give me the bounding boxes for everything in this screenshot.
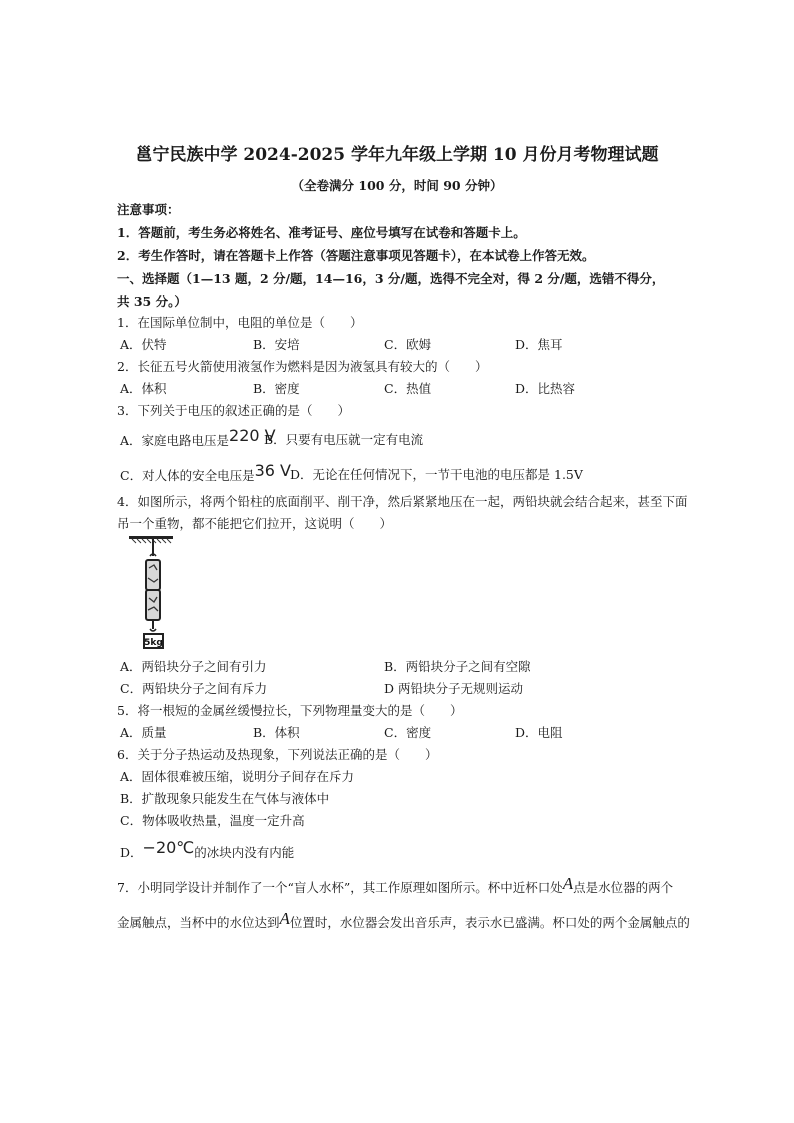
q6-option-c: C．物体吸收热量，温度一定升高 [120,813,305,828]
q5-stem: 5．将一根短的金属丝缓慢拉长，下列物理量变大的是（ ） [117,703,463,718]
q3-option-c-text: C．对人体的安全电压是 [120,468,255,483]
q3-option-a [120,426,276,449]
q5-option-a: A．质量 [120,725,167,740]
q7-line1-text: 7．小明同学设计并制作了一个“盲人水杯”，其工作原理如图所示。杯中近杯口处 [117,880,563,895]
notes-item-2: 2．考生作答时，请在答题卡上作答（答题注意事项见答题卡），在本试卷上作答无效。 [117,248,595,263]
q7-line2 [117,909,690,931]
q1-stem: 1．在国际单位制中，电阻的单位是（ ） [117,315,363,330]
q4-option-d: D 两铅块分子无规则运动 [384,681,523,696]
q3-option-b: B．只要有电压就一定有电流 [264,432,424,447]
q7-point-a: A [562,874,574,893]
q4-option-a: A．两铅块分子之间有引力 [120,659,267,674]
q2-option-c: C．热值 [384,381,432,396]
q6-option-a: A．固体很难被压缩，说明分子间存在斥力 [120,769,355,784]
q6-option-d [120,838,295,861]
q2-stem: 2．长征五号火箭使用液氢作为燃料是因为液氢具有较大的（ ） [117,359,488,374]
q5-option-b: B．体积 [253,725,300,740]
q4-option-c: C．两铅块分子之间有斥力 [120,681,268,696]
q2-option-d: D．比热容 [515,381,576,396]
q3-stem: 3．下列关于电压的叙述正确的是（ ） [117,403,350,418]
q6-option-d-text: 的冰块内没有内能 [194,845,295,860]
q7-line2-tail: 位置时，水位器会发出音乐声，表示水已盛满。杯口处的两个金属触点的 [289,915,690,930]
q2-option-a: A．体积 [120,381,167,396]
q6-temperature: −20℃ [142,838,195,857]
q1-option-c: C．欧姆 [384,337,432,352]
q7-position-a: A [279,909,290,928]
q1-option-a: A．伏特 [120,337,167,352]
exam-subtitle: （全卷满分 100 分，时间 90 分钟） [291,178,503,193]
section1-heading-line2: 共 35 分。） [117,294,187,309]
q4-option-b: B．两铅块分子之间有空隙 [384,659,531,674]
notes-heading: 注意事项： [117,202,180,217]
q3-option-c [120,461,291,484]
q4-stem-line2: 吊一个重物，都不能把它们拉开，这说明（ ） [117,516,393,531]
q4-stem-line1: 4．如图所示，将两个铅柱的底面削平、削干净，然后紧紧地压在一起，两铅块就会结合起来，甚至下面 [117,494,688,509]
q3-option-d: D．无论在任何情况下，一节干电池的电压都是 1.5V [290,467,583,482]
q1-option-d: D．焦耳 [515,337,563,352]
q7-line1 [117,874,674,896]
notes-item-1: 1．答题前，考生务必将姓名、准考证号、座位号填写在试卷和答题卡上。 [117,225,526,240]
q1-option-b: B．安培 [253,337,300,352]
q3-voltage-220: 220 V [229,426,276,445]
q6-stem: 6．关于分子热运动及热现象，下列说法正确的是（ ） [117,747,438,762]
lead-cylinders-figure [126,532,178,656]
q7-line2-text: 金属触点，当杯中的水位达到 [117,915,280,930]
exam-title: 邕宁民族中学 2024-2025 学年九年级上学期 10 月份月考物理试题 [135,145,659,165]
q7-line1-tail: 点是水位器的两个 [573,880,674,895]
q3-voltage-36: 36 V [254,461,291,480]
q6-option-b: B．扩散现象只能发生在气体与液体中 [120,791,330,806]
q3-option-a-text: A．家庭电路电压是 [120,433,230,448]
q5-option-d: D．电阻 [515,725,563,740]
section1-heading-line1: 一、选择题（1—13 题，2 分/题，14—16，3 分/题，选得不完全对，得 2 分/题，选错不得分， [117,271,665,286]
q2-option-b: B．密度 [253,381,300,396]
q6-option-d-label: D． [120,845,143,860]
weight-label: 5kg [144,638,163,648]
q5-option-c: C．密度 [384,725,432,740]
